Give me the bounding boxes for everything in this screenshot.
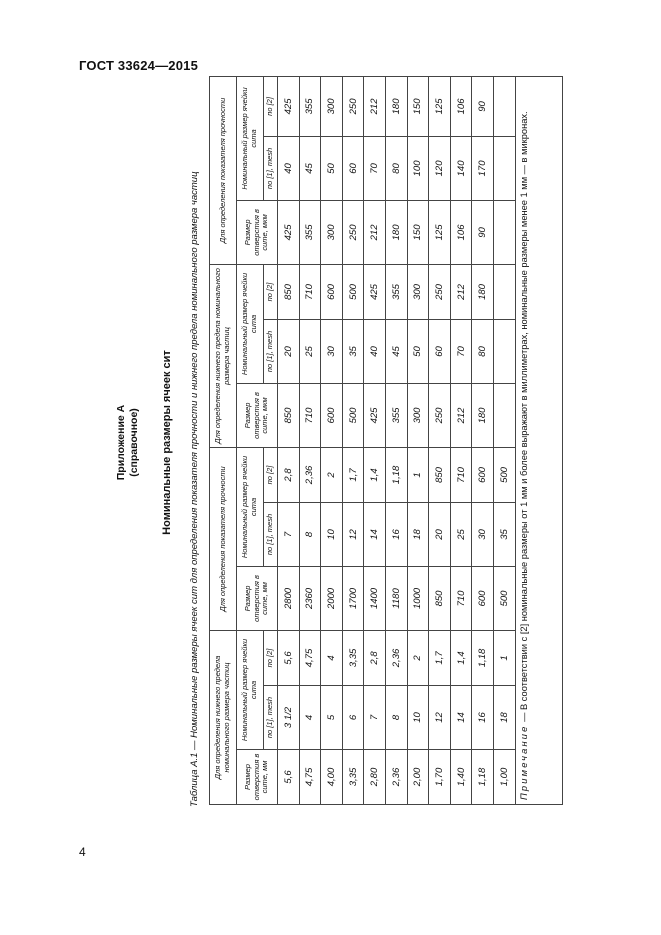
table-cell: 1400 bbox=[364, 566, 386, 630]
table-cell: 5 bbox=[321, 686, 343, 750]
table-cell: 150 bbox=[407, 200, 429, 264]
table-cell: 2,80 bbox=[364, 750, 386, 805]
table-cell: 355 bbox=[299, 76, 321, 136]
table-cell: 16 bbox=[472, 686, 494, 750]
table-cell: 45 bbox=[299, 136, 321, 200]
table-cell: 500 bbox=[493, 566, 515, 630]
table-cell bbox=[493, 319, 515, 383]
table-cell: 1700 bbox=[342, 566, 364, 630]
note-text: — В соответствии с [2] номинальные размеры от 1 мм и более выражают в миллиметрах, номинальные размеры менее 1 мм — в микронах. bbox=[518, 111, 529, 725]
table-cell: 2000 bbox=[321, 566, 343, 630]
group-strength-right: Для определения показателя прочности bbox=[210, 76, 237, 264]
table-cell: 5,6 bbox=[278, 750, 300, 805]
col-nominal-3: Номинальный размер ячейки сита bbox=[237, 264, 264, 383]
table-row bbox=[385, 76, 407, 804]
col-nominal-1: Номинальный размер ячейки сита bbox=[237, 630, 264, 749]
table-cell: 180 bbox=[472, 264, 494, 319]
table-cell: 600 bbox=[472, 447, 494, 502]
table-cell: 500 bbox=[342, 383, 364, 447]
table-cell: 212 bbox=[364, 76, 386, 136]
col-by2-c: по [2] bbox=[264, 264, 278, 319]
table-cell: 2,00 bbox=[407, 750, 429, 805]
col-opening-um-2: Размер отверстия в сите, мкм bbox=[237, 200, 278, 264]
table-cell: 170 bbox=[472, 136, 494, 200]
table-cell: 1,7 bbox=[429, 630, 451, 685]
appendix-subtitle: (справочное) bbox=[128, 408, 140, 477]
table-cell: 500 bbox=[342, 264, 364, 319]
table-cell: 50 bbox=[407, 319, 429, 383]
table-cell: 250 bbox=[342, 76, 364, 136]
table-cell: 1,7 bbox=[342, 447, 364, 502]
table-cell: 710 bbox=[450, 566, 472, 630]
table-cell: 5,6 bbox=[278, 630, 300, 685]
table-cell: 1,70 bbox=[429, 750, 451, 805]
col-opening-mm-1: Размер отверстия в сите, мм bbox=[237, 750, 278, 805]
table-cell: 90 bbox=[472, 76, 494, 136]
table-cell: 1,40 bbox=[450, 750, 472, 805]
table-cell: 300 bbox=[407, 264, 429, 319]
table-cell: 14 bbox=[364, 502, 386, 566]
table-row bbox=[299, 76, 321, 804]
table-cell: 710 bbox=[450, 447, 472, 502]
table-cell: 250 bbox=[429, 264, 451, 319]
table-cell: 425 bbox=[364, 383, 386, 447]
table-cell: 212 bbox=[450, 383, 472, 447]
table-row bbox=[493, 76, 515, 804]
table-cell: 2360 bbox=[299, 566, 321, 630]
table-cell: 4 bbox=[321, 630, 343, 685]
table-cell: 45 bbox=[385, 319, 407, 383]
table-cell: 125 bbox=[429, 76, 451, 136]
table-cell: 40 bbox=[278, 136, 300, 200]
sieve-sizes-table bbox=[209, 76, 563, 805]
table-cell: 100 bbox=[407, 136, 429, 200]
col-by1-d: по [1], mesh bbox=[264, 136, 278, 200]
table-cell: 120 bbox=[429, 136, 451, 200]
table-cell: 1180 bbox=[385, 566, 407, 630]
table-cell: 106 bbox=[450, 76, 472, 136]
table-cell: 1,4 bbox=[364, 447, 386, 502]
table-cell: 70 bbox=[450, 319, 472, 383]
col-by1-b: по [1], mesh bbox=[264, 502, 278, 566]
table-cell: 250 bbox=[342, 200, 364, 264]
table-cell: 600 bbox=[472, 566, 494, 630]
table-cell: 125 bbox=[429, 200, 451, 264]
table-row bbox=[342, 76, 364, 804]
col-by2-b: по [2] bbox=[264, 447, 278, 502]
table-cell: 1000 bbox=[407, 566, 429, 630]
table-cell: 212 bbox=[364, 200, 386, 264]
table-cell: 710 bbox=[299, 264, 321, 319]
table-cell: 1,18 bbox=[385, 447, 407, 502]
table-cell: 25 bbox=[450, 502, 472, 566]
table-cell: 1 bbox=[407, 447, 429, 502]
table-row bbox=[450, 76, 472, 804]
table-cell: 7 bbox=[278, 502, 300, 566]
table-cell: 600 bbox=[321, 264, 343, 319]
col-by2-d: по [2] bbox=[264, 76, 278, 136]
table-caption: Таблица А.1 — Номинальные размеры ячеек сит для определения показателя прочности и нижнего предела номинального размера частиц bbox=[189, 171, 200, 807]
table-cell: 30 bbox=[472, 502, 494, 566]
table-cell: 850 bbox=[278, 383, 300, 447]
col-opening-um-1: Размер отверстия в сите, мкм bbox=[237, 383, 278, 447]
table-cell: 2,36 bbox=[299, 447, 321, 502]
table-cell: 2,36 bbox=[385, 630, 407, 685]
col-by1-a: по [1], mesh bbox=[264, 686, 278, 750]
table-row bbox=[472, 76, 494, 804]
table-cell: 90 bbox=[472, 200, 494, 264]
table-cell: 2 bbox=[407, 630, 429, 685]
table-cell: 180 bbox=[472, 383, 494, 447]
table-cell: 35 bbox=[342, 319, 364, 383]
table-cell: 600 bbox=[321, 383, 343, 447]
note-row bbox=[515, 76, 562, 804]
table-cell: 355 bbox=[385, 264, 407, 319]
table-cell: 14 bbox=[450, 686, 472, 750]
table-cell: 80 bbox=[472, 319, 494, 383]
rotated-content bbox=[115, 70, 535, 815]
group-lower-limit-right: Для определения нижнего предела номинального размера частиц bbox=[210, 264, 237, 447]
table-cell: 140 bbox=[450, 136, 472, 200]
col-by2-a: по [2] bbox=[264, 630, 278, 685]
table-cell: 1,00 bbox=[493, 750, 515, 805]
table-cell: 18 bbox=[407, 502, 429, 566]
table-cell: 1,4 bbox=[450, 630, 472, 685]
table-cell: 60 bbox=[342, 136, 364, 200]
appendix-title: Приложение А bbox=[115, 404, 127, 481]
table-cell: 106 bbox=[450, 200, 472, 264]
table-cell: 2 bbox=[321, 447, 343, 502]
table-cell: 355 bbox=[299, 200, 321, 264]
document-code: ГОСТ 33624—2015 bbox=[79, 58, 198, 73]
table-cell bbox=[493, 383, 515, 447]
table-cell: 355 bbox=[385, 383, 407, 447]
table-note bbox=[515, 76, 562, 804]
table-cell: 10 bbox=[407, 686, 429, 750]
table-cell: 425 bbox=[364, 264, 386, 319]
table-cell: 7 bbox=[364, 686, 386, 750]
table-cell: 1,18 bbox=[472, 750, 494, 805]
table-cell: 425 bbox=[278, 200, 300, 264]
note-label: Примечание bbox=[518, 724, 529, 800]
page-number: 4 bbox=[79, 845, 86, 859]
table-cell: 180 bbox=[385, 76, 407, 136]
table-row bbox=[364, 76, 386, 804]
table-cell: 300 bbox=[321, 200, 343, 264]
table-cell: 8 bbox=[299, 502, 321, 566]
col-nominal-2: Номинальный размер ячейки сита bbox=[237, 447, 264, 566]
table-cell bbox=[493, 264, 515, 319]
group-lower-limit-left: Для определения нижнего предела номинального размера частиц bbox=[210, 630, 237, 804]
table-cell: 16 bbox=[385, 502, 407, 566]
table-cell: 150 bbox=[407, 76, 429, 136]
table-cell: 25 bbox=[299, 319, 321, 383]
table-row bbox=[321, 76, 343, 804]
table-cell: 2,8 bbox=[364, 630, 386, 685]
table-cell: 850 bbox=[429, 566, 451, 630]
table-cell bbox=[493, 200, 515, 264]
table-cell: 850 bbox=[278, 264, 300, 319]
table-cell: 60 bbox=[429, 319, 451, 383]
table-cell: 40 bbox=[364, 319, 386, 383]
col-opening-mm-2: Размер отверстия в сите, мм bbox=[237, 566, 278, 630]
table-cell bbox=[493, 136, 515, 200]
table-row bbox=[278, 76, 300, 804]
group-strength-left: Для определения показателя прочности bbox=[210, 447, 237, 630]
table-body bbox=[278, 76, 563, 804]
table-cell: 80 bbox=[385, 136, 407, 200]
header-row-groups bbox=[210, 76, 237, 804]
table-cell: 500 bbox=[493, 447, 515, 502]
table-cell: 2800 bbox=[278, 566, 300, 630]
section-title: Номинальные размеры ячеек сит bbox=[161, 350, 173, 535]
table-cell: 70 bbox=[364, 136, 386, 200]
table-cell: 180 bbox=[385, 200, 407, 264]
header-row-sub bbox=[237, 76, 264, 804]
table-cell: 50 bbox=[321, 136, 343, 200]
col-nominal-4: Номинальный размер ячейки сита bbox=[237, 76, 264, 200]
table-cell: 12 bbox=[429, 686, 451, 750]
table-cell: 4 bbox=[299, 686, 321, 750]
table-cell: 3 1/2 bbox=[278, 686, 300, 750]
table-cell: 2,8 bbox=[278, 447, 300, 502]
table-cell: 30 bbox=[321, 319, 343, 383]
table-cell: 8 bbox=[385, 686, 407, 750]
table-cell: 4,75 bbox=[299, 630, 321, 685]
table-cell: 12 bbox=[342, 502, 364, 566]
table-cell: 20 bbox=[278, 319, 300, 383]
table-cell: 212 bbox=[450, 264, 472, 319]
table-cell: 10 bbox=[321, 502, 343, 566]
table-cell: 20 bbox=[429, 502, 451, 566]
table-cell: 4,75 bbox=[299, 750, 321, 805]
table-cell: 1,18 bbox=[472, 630, 494, 685]
table-cell: 300 bbox=[321, 76, 343, 136]
table-cell: 850 bbox=[429, 447, 451, 502]
table-cell: 3,35 bbox=[342, 750, 364, 805]
table-cell: 18 bbox=[493, 686, 515, 750]
table-cell: 35 bbox=[493, 502, 515, 566]
table-cell: 6 bbox=[342, 686, 364, 750]
table-cell: 3,35 bbox=[342, 630, 364, 685]
table-cell: 2,36 bbox=[385, 750, 407, 805]
table-row bbox=[407, 76, 429, 804]
table-cell: 1 bbox=[493, 630, 515, 685]
table-cell: 300 bbox=[407, 383, 429, 447]
table-cell: 425 bbox=[278, 76, 300, 136]
table-row bbox=[429, 76, 451, 804]
table-cell: 4,00 bbox=[321, 750, 343, 805]
table-cell: 250 bbox=[429, 383, 451, 447]
table-cell: 710 bbox=[299, 383, 321, 447]
table-cell bbox=[493, 76, 515, 136]
col-by1-c: по [1], mesh bbox=[264, 319, 278, 383]
